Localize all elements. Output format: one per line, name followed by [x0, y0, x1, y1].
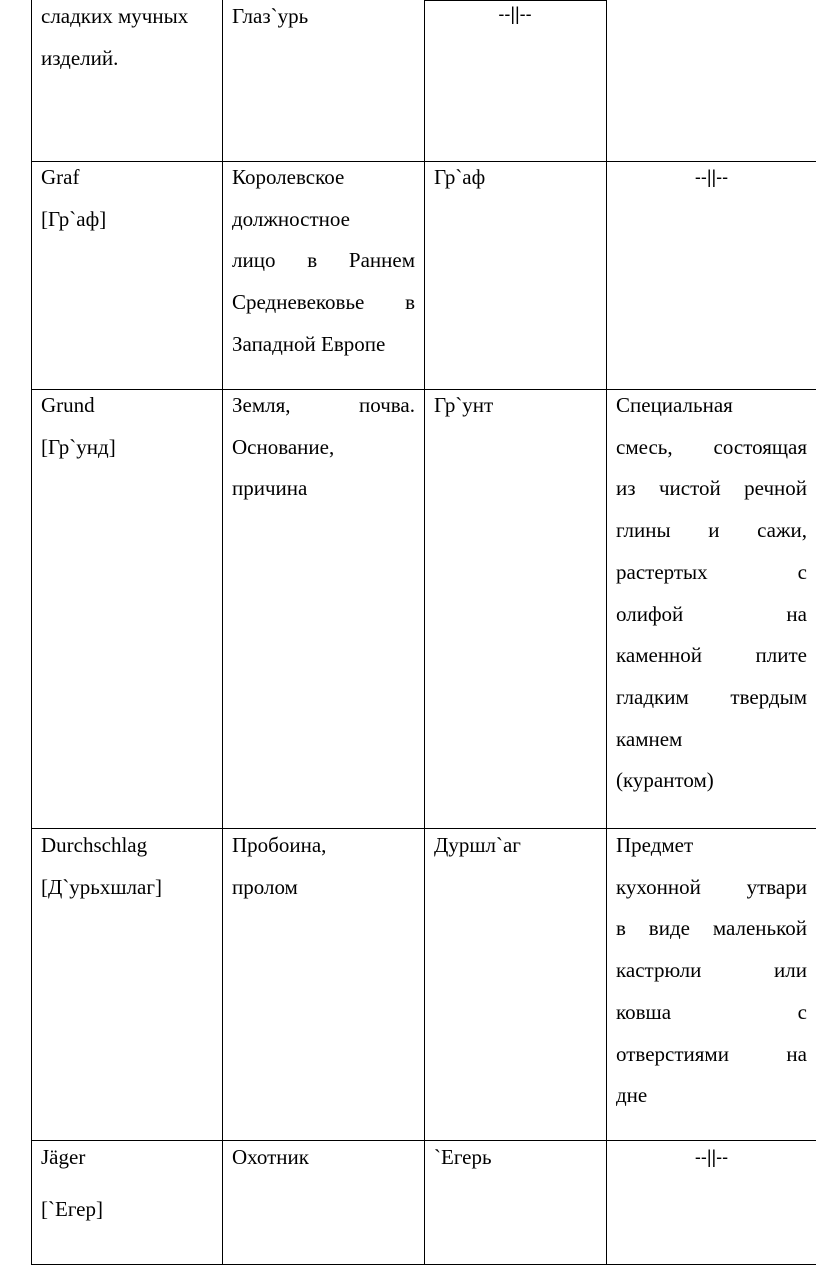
translation-line: Глаз`урь	[232, 4, 309, 28]
row-2-meaning	[616, 385, 807, 802]
meaning-line: Специальная	[616, 393, 733, 417]
row-4-meaning: --||--	[694, 1147, 729, 1167]
transcription-text: [`Егер]	[41, 1196, 103, 1221]
word-text: Graf	[41, 165, 80, 189]
meaning-line: отверстиями на	[616, 1041, 807, 1066]
meaning-line: дне	[616, 1083, 648, 1108]
row-1-translation	[232, 157, 415, 366]
row-0-word	[41, 0, 216, 79]
row-3-meaning	[616, 825, 807, 1117]
translation-line: Охотник	[232, 1145, 309, 1169]
row-0-loanword: --||--	[498, 4, 532, 24]
word-text: Jäger	[41, 1145, 86, 1169]
translation-line: Западной Европе	[232, 331, 386, 356]
row-3-loanword: Дуршл`аг	[434, 833, 521, 857]
meaning-line: глины и сажи,	[616, 518, 807, 543]
word-text: Grund	[41, 393, 95, 417]
meaning-line: олифой на	[616, 601, 807, 626]
transcription-text: [Д`урьхшлаг]	[41, 874, 162, 899]
row-4-loanword: `Егерь	[434, 1145, 492, 1169]
word-line: сладких мучных	[41, 4, 189, 28]
meaning-line: каменной плите	[616, 643, 807, 668]
translation-line: причина	[232, 476, 308, 501]
row-4-word	[41, 1137, 216, 1230]
row-2-loanword: Гр`унт	[434, 393, 494, 417]
translation-line: Средневековье в	[232, 290, 415, 315]
column-divider	[222, 0, 223, 1265]
word-line: изделий.	[41, 45, 119, 70]
meaning-line: кухонной утвари	[616, 874, 807, 899]
row-0-translation	[232, 0, 412, 38]
meaning-line: кастрюли или	[616, 958, 807, 983]
row-2-translation	[232, 385, 415, 510]
row-1-word	[41, 157, 216, 240]
meaning-line: ковша с	[616, 999, 807, 1024]
translation-line: Земля, почва.	[232, 393, 415, 417]
translation-line: должностное	[232, 206, 350, 231]
meaning-line: Предмет	[616, 833, 694, 857]
meaning-line: в виде маленькой	[616, 916, 807, 941]
word-text: Durchschlag	[41, 833, 148, 857]
meaning-line: из чистой речной	[616, 476, 807, 501]
row-1-loanword: Гр`аф	[434, 165, 486, 189]
translation-line: Основание,	[232, 434, 335, 459]
transcription-text: [Гр`аф]	[41, 206, 107, 231]
meaning-line: смесь, состоящая	[616, 434, 807, 459]
row-3-translation	[232, 825, 415, 908]
meaning-line: (курантом)	[616, 768, 714, 793]
translation-line: лицо в Раннем	[232, 248, 415, 273]
row-4-translation	[232, 1137, 415, 1179]
row-3-word	[41, 825, 216, 908]
translation-line: пролом	[232, 874, 298, 899]
meaning-line: гладким твердым	[616, 684, 807, 709]
table-left-border	[31, 0, 32, 1265]
transcription-text: [Гр`унд]	[41, 434, 116, 459]
row-2-word	[41, 385, 216, 468]
column-divider	[424, 0, 425, 1265]
meaning-line: камнем	[616, 726, 683, 751]
meaning-line: растертых с	[616, 559, 807, 584]
row-1-meaning: --||--	[694, 167, 729, 187]
translation-line: Королевское	[232, 165, 345, 189]
translation-line: Пробоина,	[232, 833, 327, 857]
